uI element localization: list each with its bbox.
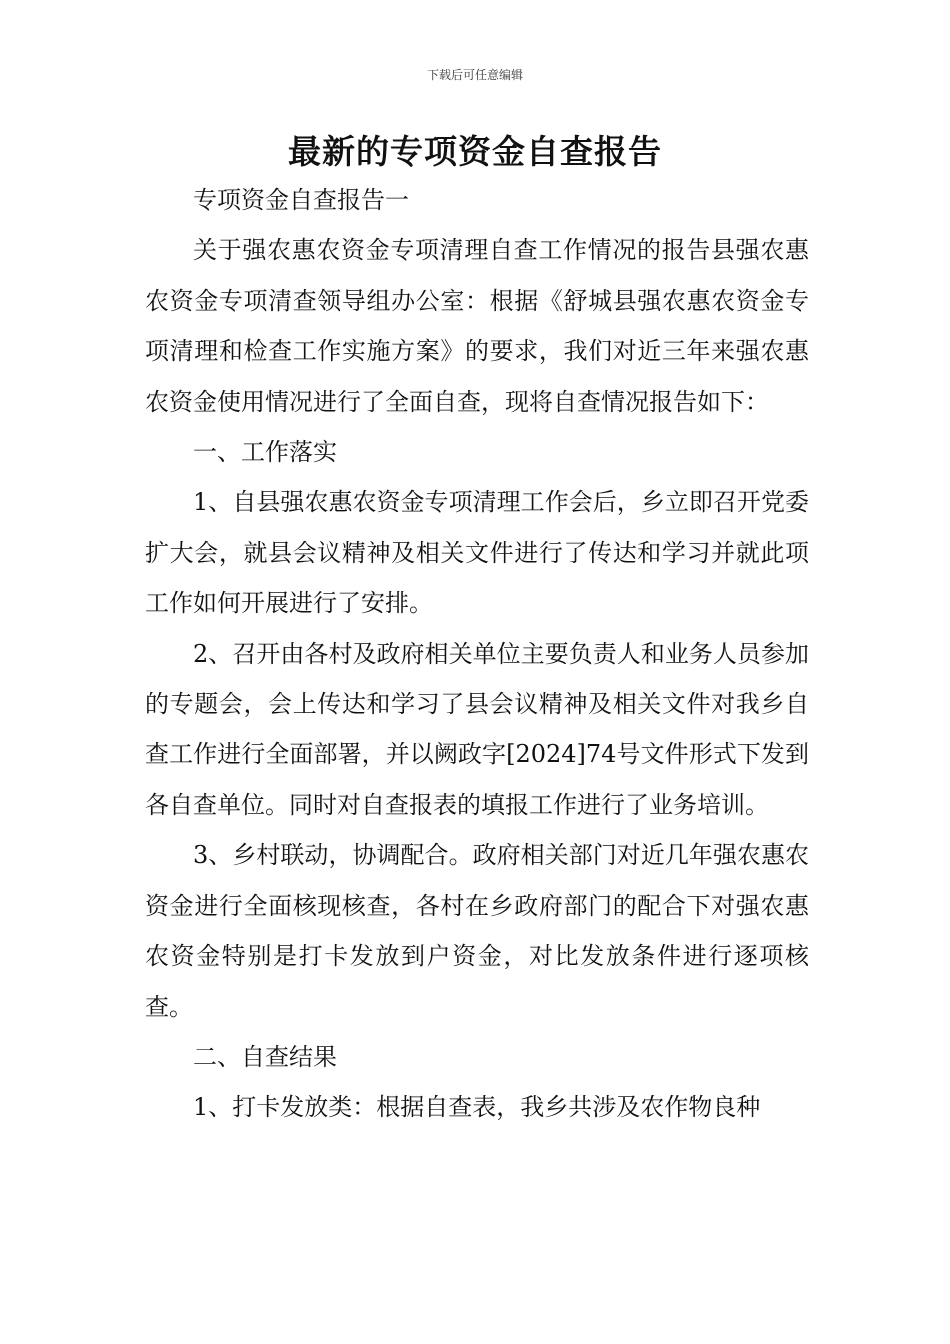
paragraph-result-1: 1、打卡发放类：根据自查表，我乡共涉及农作物良种 [193,1093,761,1122]
section-heading-results: 二、自查结果 [193,1042,337,1071]
paragraph-item-1: 1、自县强农惠农资金专项清理工作会后，乡立即召开党委扩大会，就县会议精神及相关文件进行了传达和学习并就此项工作如何开展进行了安排。 [145,488,809,618]
section-heading-work: 一、工作落实 [193,438,337,467]
paragraph-subtitle: 专项资金自查报告一 [193,186,409,214]
document-title: 最新的专项资金自查报告 [288,132,662,171]
page-header: 下载后可任意编辑 [426,68,523,82]
paragraph-intro: 关于强农惠农资金专项清理自查工作情况的报告县强农惠农资金专项清查领导组办公室：根据《舒城县强农惠农资金专项清理和检查工作实施方案》的要求，我们对近三年来强农惠农资金使用情况进行了全面自查，现将自查情况报告如下： [145,236,809,416]
paragraph-item-3: 3、乡村联动，协调配合。政府相关部门对近几年强农惠农资金进行全面核现核查，各村在乡政府部门的配合下对强农惠农资金特别是打卡发放到户资金，对比发放条件进行逐项核查。 [145,841,809,1021]
document-body [145,175,809,1133]
paragraph-item-2: 2、召开由各村及政府相关单位主要负责人和业务人员参加的专题会，会上传达和学习了县会议精神及相关文件对我乡自查工作进行全面部署，并以阙政字[2024]74号文件形式下发到各自查单位。同时对自查报表的填报工作进行了业务培训。 [145,639,809,819]
